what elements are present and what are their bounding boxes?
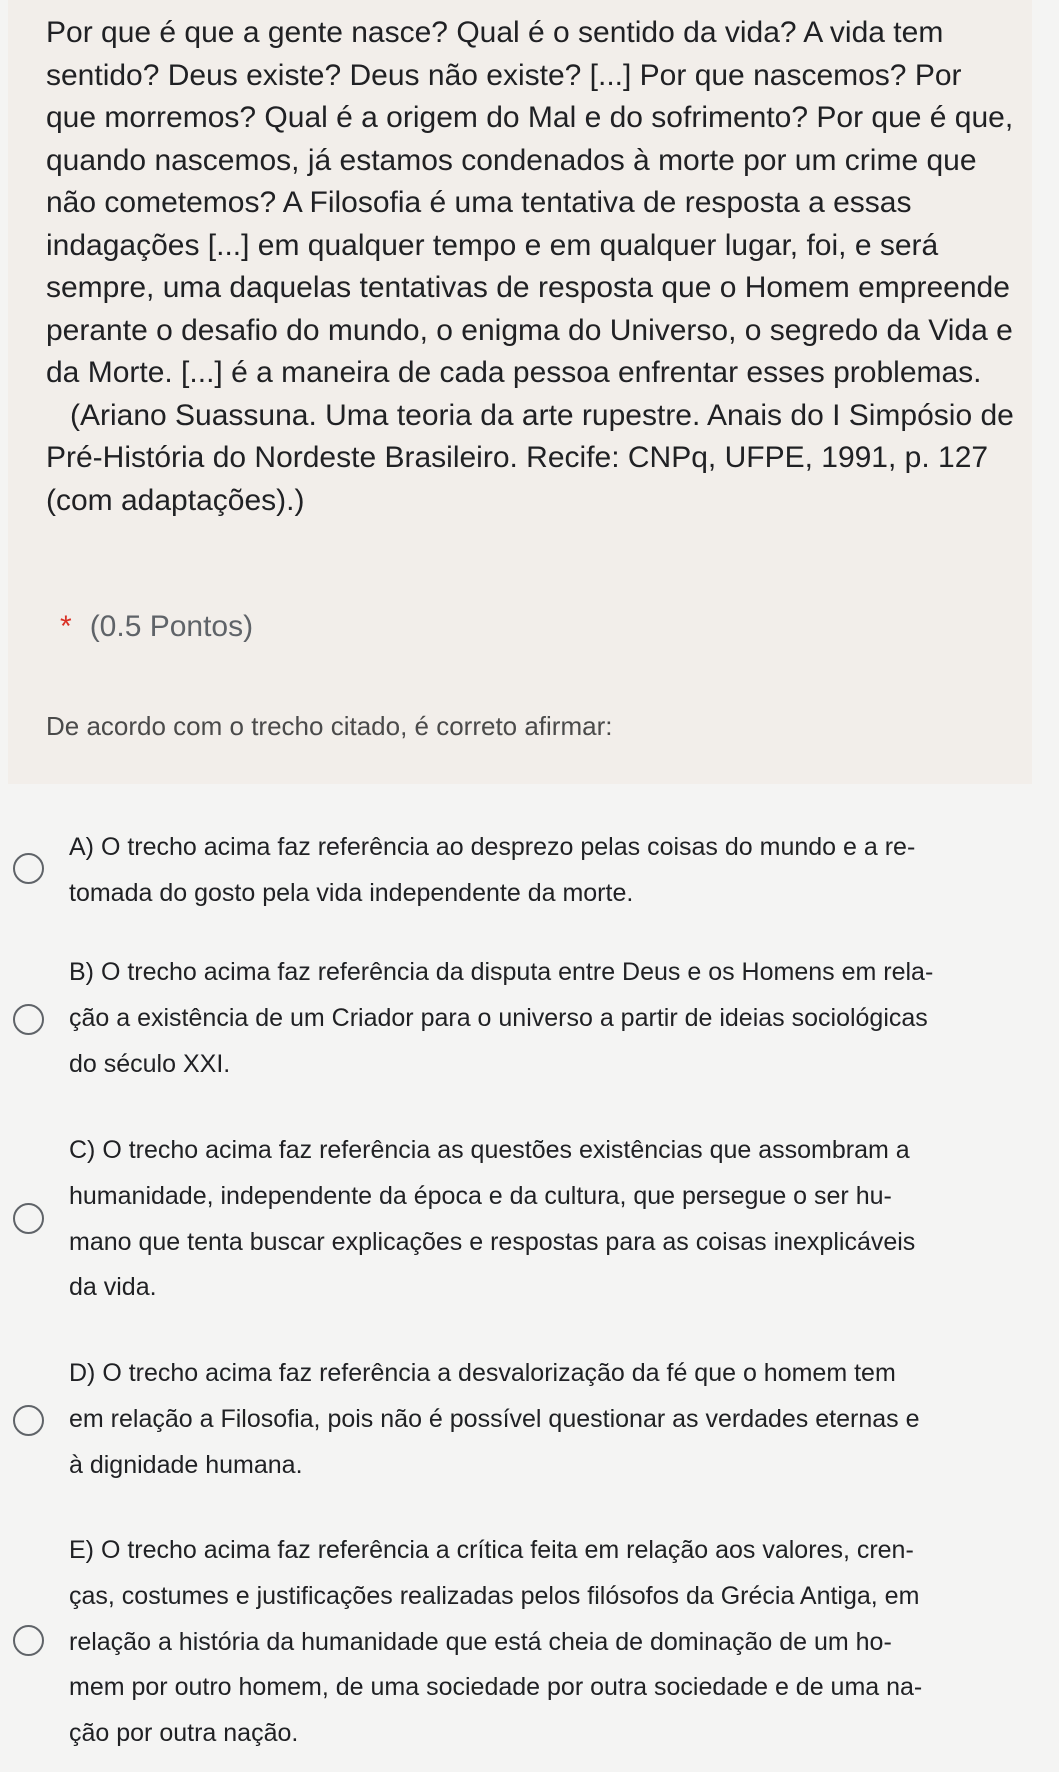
option-line: ças, costumes e justificações realizadas pelos filósofos da Grécia Antiga, em: [69, 1581, 920, 1610]
option-b-label[interactable]: [69, 950, 1009, 1087]
question-paragraph: Por que é que a gente nasce? Qual é o sentido da vida? A vida tem sentido? Deus existe? Deus não existe? [...] Por que nascemos? Por que morremos? Qual é a origem do Mal e do sofrimento? Por que é que, quando nascemos, já estamos condenados à morte por um crime que não cometemos? A Filosofia é uma tentativa de resposta a essas indagações [...] em qualquer tempo e em qualquer lugar, foi, e será sempre, uma daquelas tentativas de resposta que o Homem empreende perante o desafio do mundo, o enigma do Universo, o segredo da Vida e da Morte. [...] é a maneira de cada pessoa enfrentar esses problemas.: [46, 16, 1014, 389]
option-line: E) O trecho acima faz referência a crítica feita em relação aos valores, cren-: [69, 1536, 914, 1564]
option-line: humanidade, independente da época e da cultura, que persegue o ser hu-: [69, 1181, 892, 1210]
option-line: D) O trecho acima faz referência a desvalorização da fé que o homem tem: [69, 1359, 896, 1387]
option-e-label[interactable]: [69, 1528, 1009, 1757]
option-line: do século XXI.: [69, 1049, 231, 1078]
question-text: [46, 12, 1016, 522]
option-line: ção a existência de um Criador para o universo a partir de ideias sociológicas: [69, 1003, 928, 1032]
question-citation: (Ariano Suassuna. Uma teoria da arte rupestre. Anais do I Simpósio de Pré-História do Nordeste Brasileiro. Recife: CNPq, UFPE, 1991, p. 127 (com adaptações).): [46, 398, 1014, 517]
question-instruction: De acordo com o trecho citado, é correto afirmar:: [46, 711, 613, 741]
option-line: relação a história da humanidade que está cheia de dominação de um ho-: [69, 1627, 892, 1656]
question-card: [8, 0, 1032, 784]
option-line: tomada do gosto pela vida independente da morte.: [69, 878, 634, 907]
option-c-radio[interactable]: [13, 1203, 44, 1234]
option-line: mem por outro homem, de uma sociedade por outra sociedade e de uma na-: [69, 1673, 923, 1702]
points-label: (0.5 Pontos): [89, 610, 254, 643]
option-b-radio[interactable]: [13, 1004, 44, 1035]
option-line: A) O trecho acima faz referência ao desprezo pelas coisas do mundo e a re-: [69, 833, 916, 861]
option-line: ção por outra nação.: [69, 1719, 299, 1748]
option-a-label[interactable]: [69, 825, 1009, 917]
option-line: C) O trecho acima faz referência as questões existências que assombram a: [69, 1136, 910, 1164]
points-line: [60, 606, 253, 648]
option-c-label[interactable]: [69, 1128, 1009, 1311]
option-line: da vida.: [69, 1273, 157, 1302]
option-a-radio[interactable]: [13, 853, 44, 884]
option-d-radio[interactable]: [13, 1405, 44, 1436]
option-line: à dignidade humana.: [69, 1450, 303, 1479]
option-e-radio[interactable]: [13, 1625, 44, 1656]
option-line: em relação a Filosofia, pois não é possível questionar as verdades eternas e: [69, 1404, 920, 1433]
option-d-label[interactable]: [69, 1351, 1009, 1488]
required-asterisk: *: [60, 610, 72, 643]
option-line: mano que tenta buscar explicações e respostas para as coisas inexplicáveis: [69, 1227, 916, 1256]
option-line: B) O trecho acima faz referência da disputa entre Deus e os Homens em rela-: [69, 958, 934, 986]
